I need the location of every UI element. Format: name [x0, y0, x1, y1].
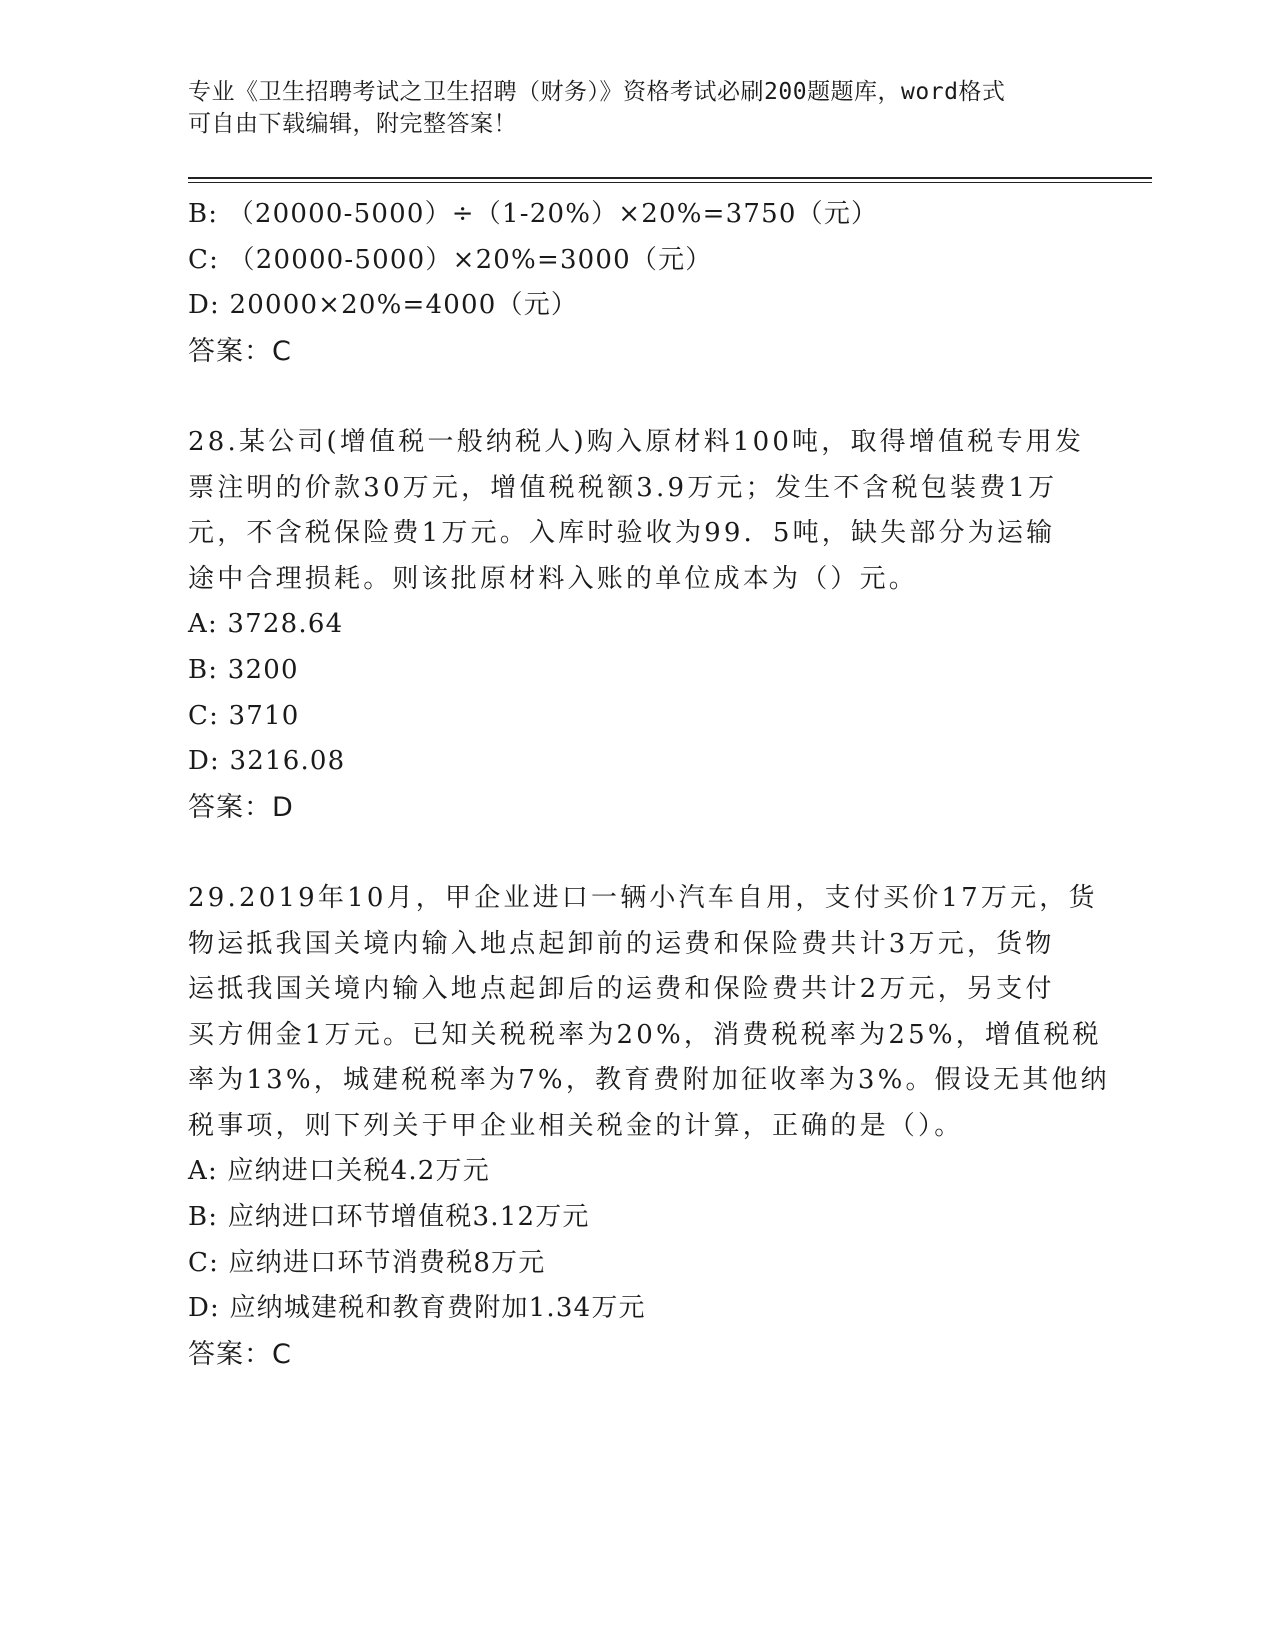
- answer-line: 答案：D: [188, 791, 294, 823]
- option-a: A: 应纳进口关税4.2万元: [188, 1156, 490, 1187]
- option-d: D: 3216.08: [188, 746, 346, 777]
- option-a: A: 3728.64: [188, 609, 344, 640]
- option-d: D: 20000×20%=4000（元）: [188, 290, 579, 321]
- question-stem-line: 物运抵我国关境内输入地点起卸前的运费和保险费共计3万元，货物: [188, 928, 1055, 959]
- question-stem-line: 买方佣金1万元。已知关税税率为20%，消费税税率为25%，增值税税: [188, 1019, 1102, 1050]
- option-b: B: 3200: [188, 654, 299, 685]
- question-block-28: [188, 420, 1088, 830]
- header-line-1: 专业《卫生招聘考试之卫生招聘（财务）》资格考试必刷200题题库，word格式: [188, 79, 1006, 105]
- question-block-prev: [188, 192, 1088, 374]
- question-stem-line: 途中合理损耗。则该批原材料入账的单位成本为（）元。: [188, 563, 919, 594]
- answer-line: 答案：C: [188, 1338, 292, 1370]
- option-d: D: 应纳城建税和教育费附加1.34万元: [188, 1293, 646, 1324]
- spacer: [188, 374, 1088, 420]
- header-line-2: 可自由下载编辑，附完整答案！: [188, 111, 517, 137]
- option-b: B: 应纳进口环节增值税3.12万元: [188, 1202, 590, 1233]
- spacer: [188, 830, 1088, 876]
- answer-line: 答案：C: [188, 335, 292, 367]
- option-c: C: （20000-5000）×20%=3000（元）: [188, 244, 713, 275]
- question-block-29: [188, 876, 1110, 1378]
- question-stem-line: 税事项，则下列关于甲企业相关税金的计算，正确的是（）。: [188, 1110, 964, 1141]
- question-stem-line: 28.某公司(增值税一般纳税人)购入原材料100吨，取得增值税专用发: [188, 426, 1085, 457]
- document-body: [188, 192, 1110, 1377]
- question-stem-line: 率为13%，城建税税率为7%，教育费附加征收率为3%。假设无其他纳: [188, 1065, 1110, 1096]
- header-divider-thick: [188, 177, 1152, 179]
- option-c: C: 应纳进口环节消费税8万元: [188, 1247, 546, 1278]
- document-header: [188, 76, 1088, 140]
- question-stem-line: 票注明的价款30万元，增值税税额3.9万元；发生不含税包装费1万: [188, 472, 1058, 503]
- option-c: C: 3710: [188, 700, 300, 731]
- header-divider-thin: [188, 182, 1152, 183]
- option-b: B: （20000-5000）÷（1-20%）×20%=3750（元）: [188, 199, 879, 229]
- question-stem-line: 29.2019年10月，甲企业进口一辆小汽车自用，支付买价17万元，货: [188, 882, 1098, 913]
- question-stem-line: 元，不含税保险费1万元。入库时验收为99．5吨，缺失部分为运输: [188, 518, 1056, 549]
- question-stem-line: 运抵我国关境内输入地点起卸后的运费和保险费共计2万元，另支付: [188, 974, 1055, 1005]
